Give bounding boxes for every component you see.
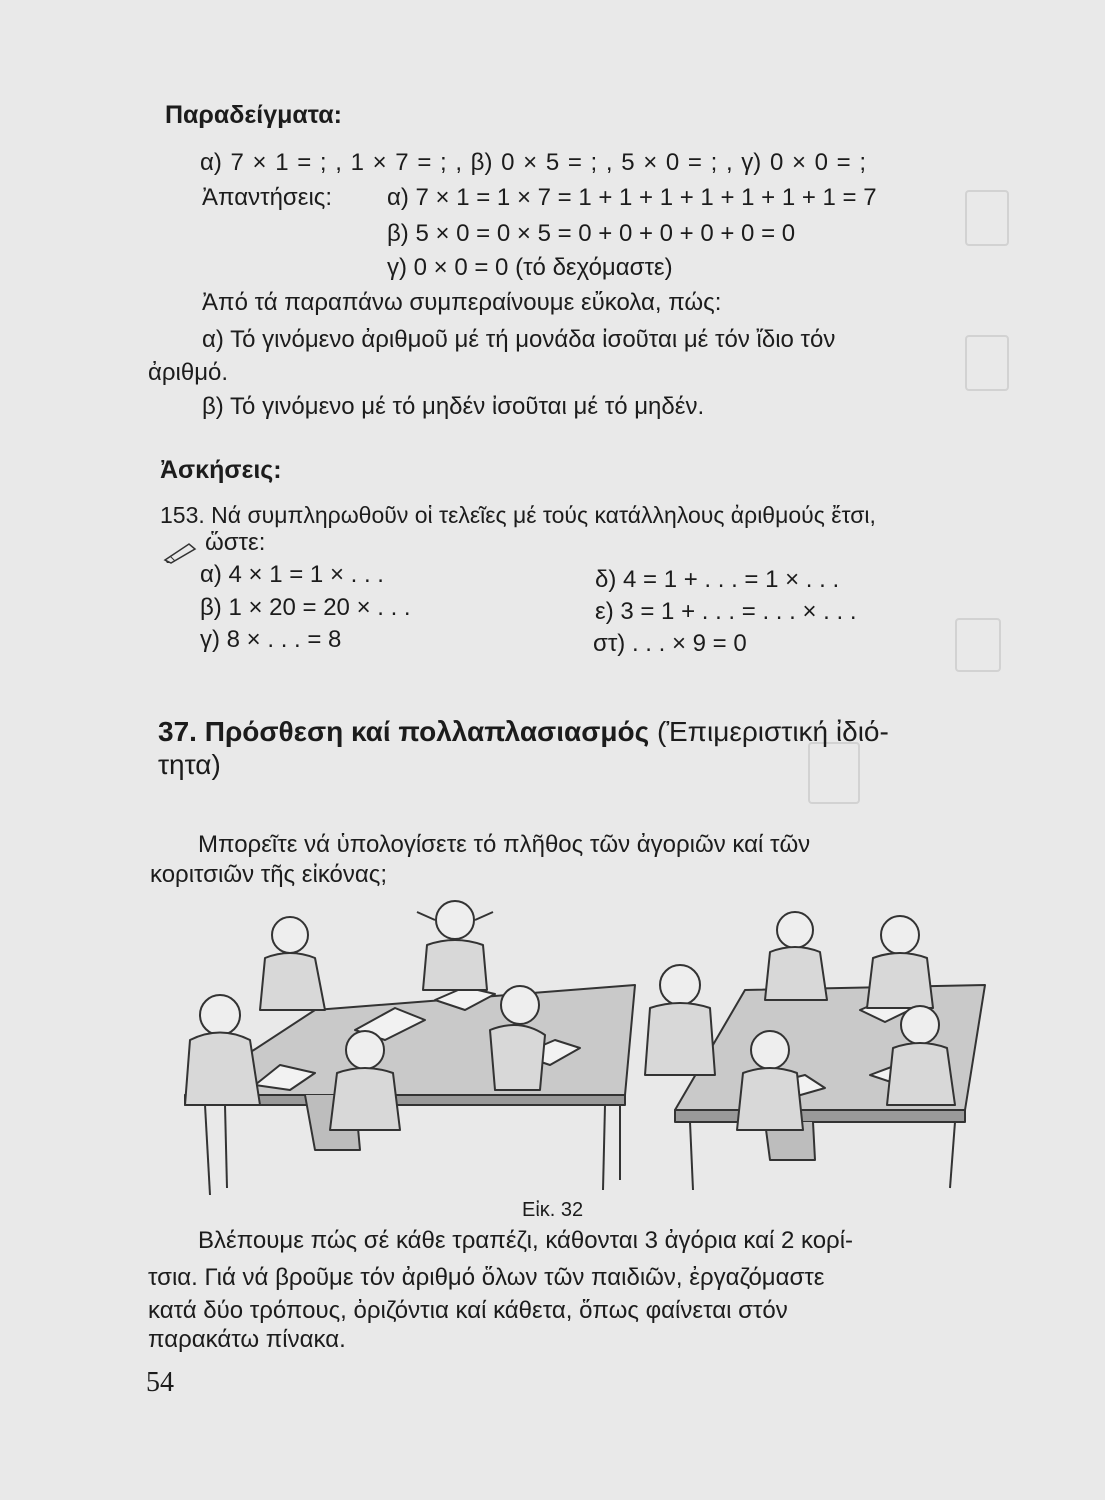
- section-number: 37.: [158, 716, 197, 747]
- question-line2: κοριτσιῶν τῆς εἰκόνας;: [150, 861, 387, 888]
- figure-caption: Εἰκ. 32: [522, 1199, 584, 1221]
- answer-a: α) 7 × 1 = 1 × 7 = 1 + 1 + 1 + 1 + 1 + 1 + 1 = 7: [387, 184, 877, 211]
- child-figure: [417, 901, 493, 990]
- section-title-line2: τητα): [158, 749, 221, 780]
- child-figure: [185, 995, 260, 1105]
- child-figure: [645, 965, 715, 1075]
- paragraph-line3: κατά δύο τρόπους, ὀριζόντια καί κάθετα, ὅπως φαίνεται στόν: [148, 1297, 788, 1324]
- child-figure: [260, 917, 325, 1010]
- section-title-rest: (Ἐπιμεριστική ἰδιό-: [656, 716, 889, 747]
- conclusion-intro: Ἀπό τά παραπάνω συμπεραίνουμε εὔκολα, πώς:: [202, 289, 722, 316]
- exercise-153-line2: ὥστε:: [205, 529, 266, 556]
- section-title: [158, 715, 889, 749]
- examples-line: α) 7 × 1 = ; , 1 × 7 = ; , β) 0 × 5 = ; , 5 × 0 = ; , γ) 0 × 0 = ;: [200, 149, 867, 176]
- answer-c: γ) 0 × 0 = 0 (τό δεχόμαστε): [387, 254, 673, 281]
- answer-b: β) 5 × 0 = 0 × 5 = 0 + 0 + 0 + 0 + 0 = 0: [387, 220, 796, 247]
- child-figure: [765, 912, 827, 1000]
- paragraph-line1: Βλέπουμε πώς σέ κάθε τραπέζι, κάθονται 3 ἀγόρια καί 2 κορί-: [198, 1227, 854, 1254]
- exercise-item-b: β) 1 × 20 = 20 × . . .: [200, 594, 411, 621]
- page-number: 54: [146, 1367, 174, 1398]
- examples-heading: Παραδείγματα:: [165, 101, 342, 129]
- showthrough-box: [955, 618, 1001, 672]
- conclusion-a-line2: ἀριθμό.: [148, 359, 229, 386]
- paragraph-line2: τσια. Γιά νά βροῦμε τόν ἀριθμό ὅλων τῶν παιδιῶν, ἐργαζόμαστε: [148, 1264, 825, 1291]
- exercise-item-c: γ) 8 × . . . = 8: [200, 626, 342, 653]
- showthrough-box: [808, 742, 860, 804]
- child-figure: [867, 916, 933, 1008]
- classroom-illustration: [165, 890, 1000, 1195]
- exercise-item-a: α) 4 × 1 = 1 × . . .: [200, 561, 384, 588]
- exercise-153-line1: 153. Νά συμπληρωθοῦν οἱ τελεῖες μέ τούς κατάλληλους ἀριθμούς ἔτσι,: [160, 502, 876, 528]
- exercise-item-e: ε) 3 = 1 + . . . = . . . × . . .: [595, 598, 857, 625]
- exercises-heading: Ἀσκήσεις:: [160, 456, 282, 484]
- section-title-bold: Πρόσθεση καί πολλαπλασιασμός: [204, 716, 650, 747]
- question-line1: Μπορεῖτε νά ὑπολογίσετε τό πλῆθος τῶν ἀγοριῶν καί τῶν: [198, 831, 811, 858]
- pencil-icon: [163, 540, 199, 564]
- conclusion-b: β) Τό γινόμενο μέ τό μηδέν ἰσοῦται μέ τό μηδέν.: [202, 393, 705, 420]
- showthrough-box: [965, 190, 1009, 246]
- showthrough-box: [965, 335, 1009, 391]
- exercise-item-f: στ) . . . × 9 = 0: [593, 630, 747, 657]
- exercise-item-d: δ) 4 = 1 + . . . = 1 × . . .: [595, 566, 840, 593]
- answers-label: Ἀπαντήσεις:: [202, 184, 333, 211]
- paragraph-line4: παρακάτω πίνακα.: [148, 1326, 346, 1353]
- conclusion-a-line1: α) Τό γινόμενο ἀριθμοῦ μέ τή μονάδα ἰσοῦται μέ τόν ἴδιο τόν: [202, 326, 836, 353]
